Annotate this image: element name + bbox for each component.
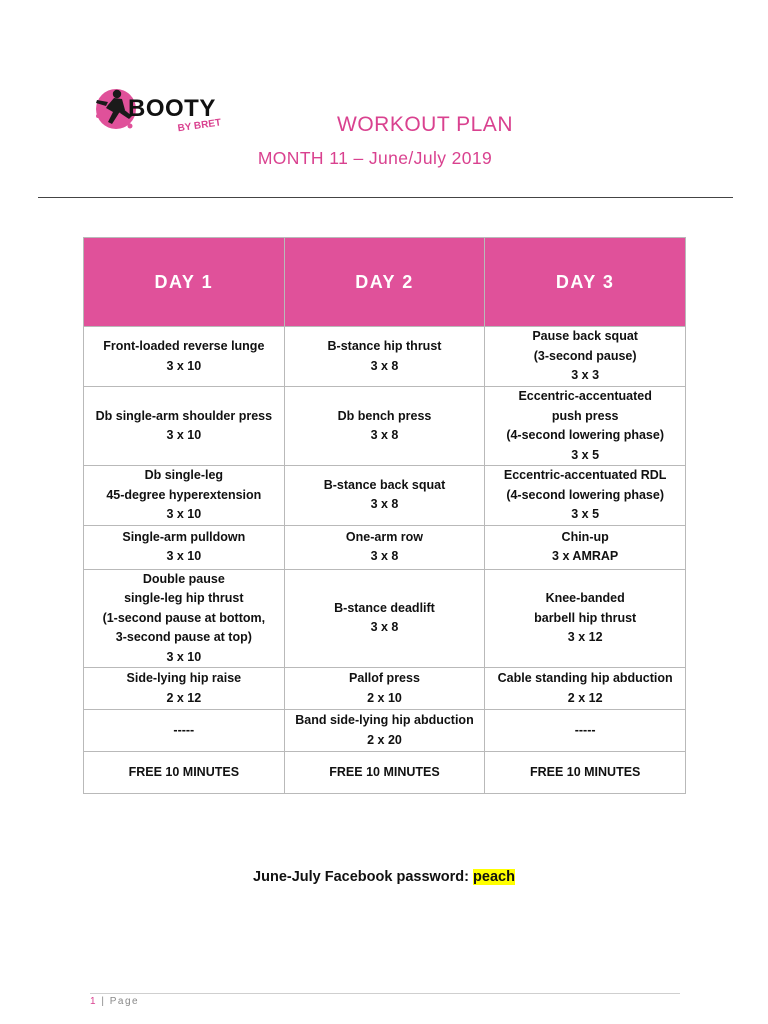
- exercise-line: 3 x 5: [571, 447, 600, 462]
- exercise-line: 45-degree hyperextension: [106, 487, 262, 502]
- exercise-cell: [485, 466, 686, 526]
- page-label: | Page: [97, 996, 140, 1007]
- exercise-line: FREE 10 MINUTES: [529, 764, 641, 779]
- exercise-cell: [284, 668, 485, 710]
- exercise-line: 3 x 10: [166, 649, 202, 664]
- exercise-cell: [284, 327, 485, 387]
- exercise-line: 2 x 12: [567, 690, 603, 705]
- exercise-line: (3-second pause): [533, 348, 637, 363]
- exercise-line: Db bench press: [337, 408, 432, 423]
- exercise-cell: [284, 525, 485, 569]
- facebook-password-note: [200, 869, 568, 885]
- exercise-line: Pallof press: [349, 671, 420, 685]
- exercise-line: 2 x 20: [367, 732, 402, 747]
- footer-divider: [90, 993, 680, 994]
- day-header-row: [84, 238, 686, 327]
- exercise-line: 3 x 10: [166, 549, 202, 563]
- exercise-line: push press: [551, 408, 619, 423]
- exercise-cell: [485, 752, 686, 794]
- exercise-line: B-stance deadlift: [334, 600, 435, 615]
- exercise-line: 3 x 10: [166, 507, 202, 521]
- exercise-line: Cable standing hip abduction: [497, 671, 673, 685]
- exercise-cell: [485, 710, 686, 752]
- exercise-line: (4-second lowering phase): [506, 428, 664, 442]
- exercise-line: One-arm row: [345, 529, 424, 544]
- exercise-line: Db single-arm shoulder press: [95, 408, 273, 423]
- exercise-line: 3-second pause at top): [115, 630, 252, 644]
- day-header: DAY 1: [84, 238, 285, 327]
- exercise-line: 3 x 10: [166, 358, 202, 373]
- day-header: DAY 3: [485, 238, 686, 327]
- exercise-cell: [84, 710, 285, 752]
- exercise-line: B-stance back squat: [323, 477, 446, 492]
- exercise-line: 3 x 8: [370, 620, 399, 635]
- workout-table: [83, 237, 686, 794]
- exercise-line: barbell hip thrust: [534, 610, 637, 625]
- exercise-line: FREE 10 MINUTES: [128, 764, 240, 779]
- exercise-cell: [485, 525, 686, 569]
- exercise-line: Pause back squat: [532, 329, 638, 344]
- table-row: [84, 525, 686, 569]
- exercise-cell: [284, 569, 485, 668]
- exercise-line: Side-lying hip raise: [126, 671, 242, 685]
- page-subtitle: MONTH 11 – June/July 2019: [257, 148, 493, 168]
- exercise-cell: [284, 752, 485, 794]
- exercise-line: (1-second pause at bottom,: [102, 610, 266, 625]
- table-row: [84, 752, 686, 794]
- exercise-line: Eccentric-accentuated: [518, 389, 652, 403]
- table-row: [84, 327, 686, 387]
- page-title: WORKOUT PLAN: [337, 113, 513, 136]
- exercise-line: B-stance hip thrust: [327, 339, 442, 353]
- exercise-line: Chin-up: [561, 529, 609, 544]
- exercise-line: 3 x AMRAP: [552, 549, 619, 563]
- exercise-cell: [84, 387, 285, 466]
- exercise-cell: [485, 569, 686, 668]
- exercise-line: 3 x 3: [571, 368, 600, 383]
- exercise-line: (4-second lowering phase): [506, 487, 664, 502]
- exercise-cell: [84, 668, 285, 710]
- exercise-line: 3 x 10: [166, 428, 202, 442]
- table-row: [84, 710, 686, 752]
- facebook-password-value: peach: [473, 869, 515, 885]
- logo-sub-text: BY BRET: [176, 117, 222, 135]
- exercise-line: 2 x 12: [166, 690, 202, 705]
- exercise-cell: [485, 327, 686, 387]
- booty-by-bret-logo: [92, 86, 232, 136]
- exercise-cell: [485, 387, 686, 466]
- table-row: [84, 387, 686, 466]
- exercise-line: Single-arm pulldown: [122, 529, 246, 544]
- exercise-line: Knee-banded: [545, 591, 625, 605]
- exercise-line: 2 x 10: [367, 690, 402, 705]
- exercise-line: -----: [173, 722, 195, 737]
- exercise-line: 3 x 8: [370, 497, 399, 512]
- exercise-line: FREE 10 MINUTES: [329, 764, 440, 779]
- exercise-line: Band side-lying hip abduction: [295, 713, 474, 727]
- exercise-line: 3 x 8: [370, 549, 399, 563]
- exercise-line: single-leg hip thrust: [124, 591, 244, 605]
- exercise-cell: [84, 752, 285, 794]
- table-row: [84, 569, 686, 668]
- exercise-cell: [84, 569, 285, 668]
- page-footer: [90, 996, 139, 1007]
- day-header: DAY 2: [284, 238, 485, 327]
- exercise-cell: [84, 466, 285, 526]
- exercise-cell: [284, 710, 485, 752]
- exercise-line: -----: [574, 722, 596, 737]
- logo-main-text: BOOTY: [128, 95, 216, 122]
- exercise-line: 3 x 5: [571, 507, 600, 521]
- exercise-line: Front-loaded reverse lunge: [103, 339, 265, 353]
- exercise-cell: [84, 327, 285, 387]
- table-row: [84, 466, 686, 526]
- exercise-cell: [485, 668, 686, 710]
- exercise-line: Db single-leg: [144, 468, 224, 482]
- page-number: 1: [90, 996, 98, 1007]
- exercise-cell: [284, 466, 485, 526]
- exercise-line: 3 x 8: [370, 358, 399, 373]
- exercise-line: 3 x 12: [567, 630, 603, 644]
- header-divider: [38, 197, 733, 198]
- exercise-line: Eccentric-accentuated RDL: [503, 468, 667, 482]
- exercise-cell: [84, 525, 285, 569]
- table-row: [84, 668, 686, 710]
- exercise-line: 3 x 8: [370, 428, 399, 442]
- facebook-password-label: June-July Facebook password:: [253, 869, 474, 885]
- exercise-line: Double pause: [142, 571, 225, 586]
- exercise-cell: [284, 387, 485, 466]
